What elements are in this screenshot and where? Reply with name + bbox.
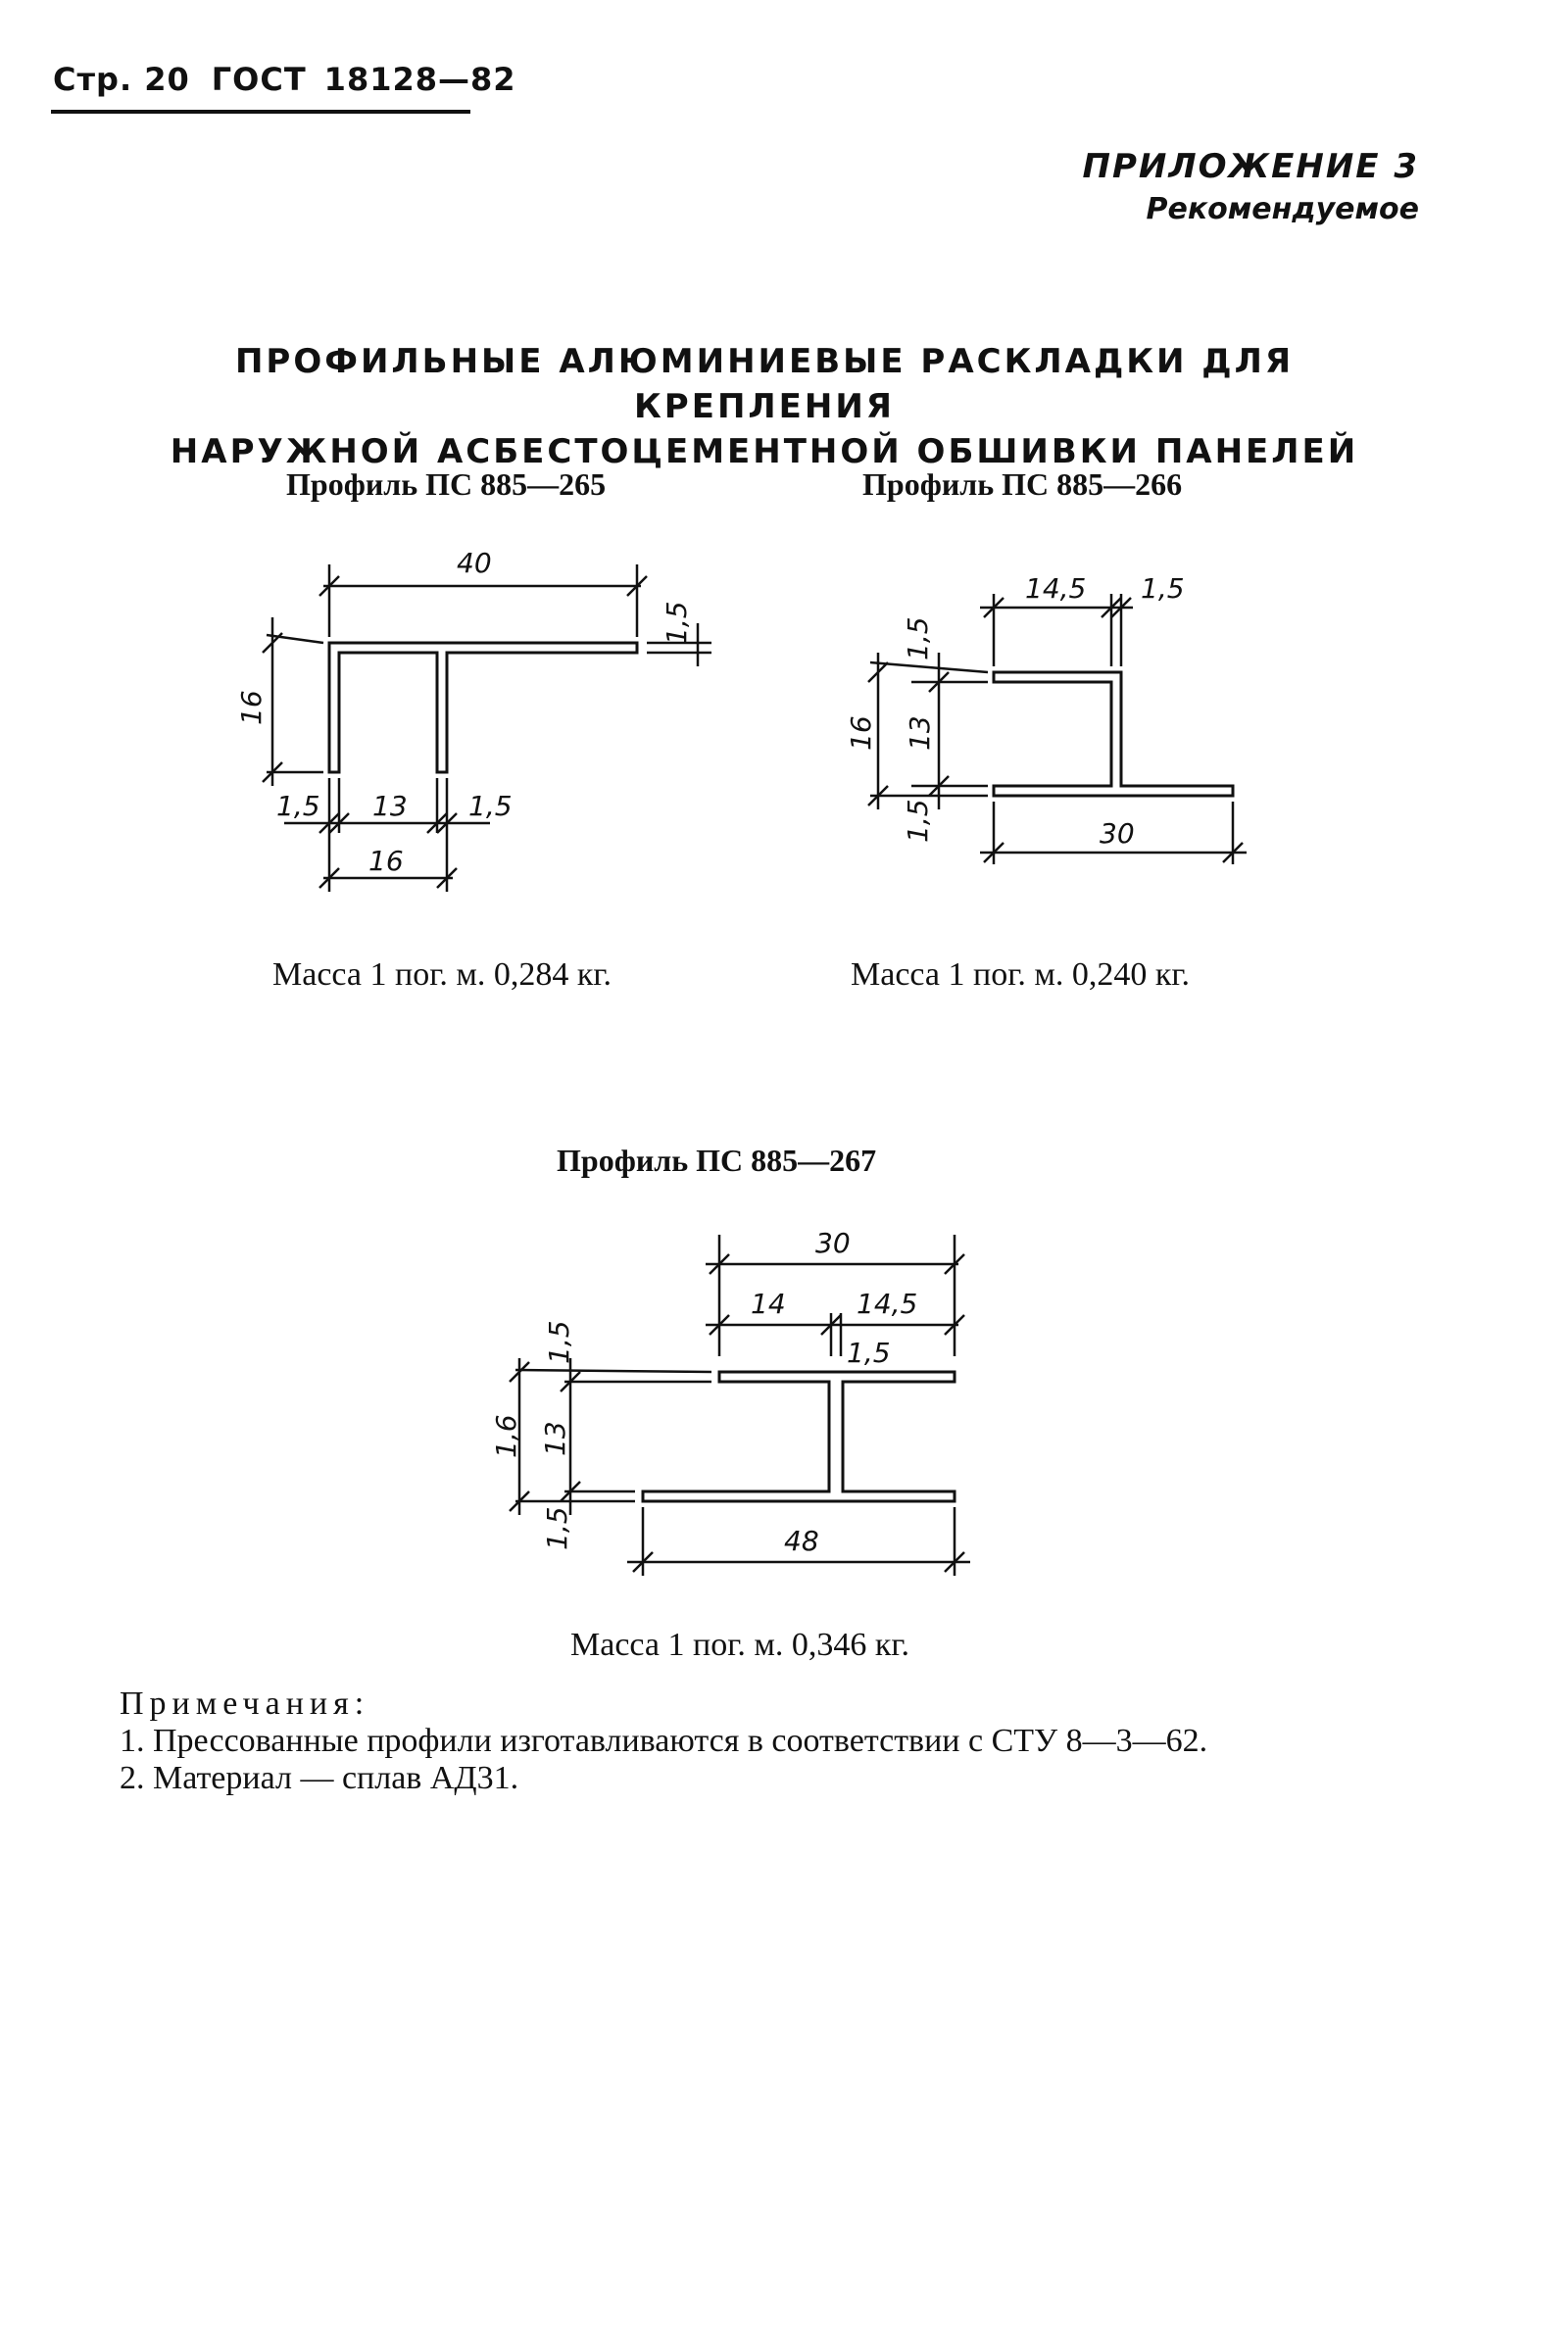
dim-right: 14,5 bbox=[857, 1288, 918, 1320]
dim-inner: 13 bbox=[904, 715, 936, 751]
dim-top-width: 14,5 bbox=[1025, 572, 1087, 605]
page-header bbox=[53, 61, 516, 98]
dim-bottom-flange: 1,5 bbox=[541, 1506, 573, 1550]
dim-width: 30 bbox=[1100, 817, 1135, 850]
dim-base: 16 bbox=[368, 845, 404, 877]
page-number: Стр. 20 bbox=[53, 61, 190, 98]
profile-caption-266: Профиль ПС 885—266 bbox=[862, 466, 1183, 502]
document-title-line-1: ПРОФИЛЬНЫЕ АЛЮМИНИЕВЫЕ РАСКЛАДКИ ДЛЯ КРЕПЛЕНИЯ bbox=[234, 342, 1295, 426]
profile-caption-267: Профиль ПС 885—267 bbox=[557, 1143, 877, 1178]
standard-name: ГОСТ bbox=[211, 61, 307, 98]
dim-top-flange: 1,5 bbox=[902, 616, 934, 660]
dim-inner: 13 bbox=[539, 1421, 571, 1456]
dim-top-width: 30 bbox=[815, 1227, 851, 1259]
appendix-status: Рекомендуемое bbox=[1146, 192, 1419, 226]
dim-gap: 13 bbox=[372, 790, 408, 822]
dim-left: 14 bbox=[751, 1288, 786, 1320]
dim-bottom-flange: 1,5 bbox=[902, 799, 934, 843]
dim-web: 1,5 bbox=[847, 1337, 891, 1369]
header-rule bbox=[51, 110, 470, 114]
dim-height: 1,6 bbox=[490, 1414, 522, 1458]
notes bbox=[120, 1685, 1207, 1797]
dim-wall-right: 1,5 bbox=[468, 790, 513, 822]
note-item: 1. Прессованные профили изготавливаются в соответствии с СТУ 8—3—62. bbox=[120, 1723, 1208, 1759]
profile-caption-265: Профиль ПС 885—265 bbox=[286, 466, 607, 502]
dim-flange: 1,5 bbox=[661, 601, 693, 645]
mass-265: Масса 1 пог. м. 0,284 кг. bbox=[272, 956, 612, 993]
document-title bbox=[98, 339, 1431, 474]
note-item: 2. Материал — сплав АД31. bbox=[120, 1760, 519, 1796]
mass-267: Масса 1 пог. м. 0,346 кг. bbox=[570, 1627, 909, 1663]
dim-height: 16 bbox=[235, 690, 268, 725]
appendix-label bbox=[1083, 147, 1419, 226]
standard-number: 18128—82 bbox=[323, 61, 516, 98]
dim-wall-left: 1,5 bbox=[276, 790, 320, 822]
dim-height: 16 bbox=[845, 715, 877, 751]
notes-heading: Примечания: bbox=[120, 1685, 370, 1722]
dim-width: 48 bbox=[784, 1525, 819, 1557]
mass-266: Масса 1 пог. м. 0,240 кг. bbox=[851, 956, 1190, 993]
profile-drawing-266 bbox=[843, 559, 1274, 892]
profile-drawing-267 bbox=[461, 1196, 990, 1587]
document-title-line-2: НАРУЖНОЙ АСБЕСТОЦЕМЕНТНОЙ ОБШИВКИ ПАНЕЛЕЙ bbox=[170, 432, 1359, 471]
dim-width: 40 bbox=[457, 547, 492, 579]
dim-top-flange: 1,5 bbox=[543, 1320, 575, 1364]
appendix-title: ПРИЛОЖЕНИЕ 3 bbox=[1082, 147, 1419, 186]
dim-web: 1,5 bbox=[1141, 572, 1185, 605]
profile-drawing-265 bbox=[225, 529, 735, 921]
